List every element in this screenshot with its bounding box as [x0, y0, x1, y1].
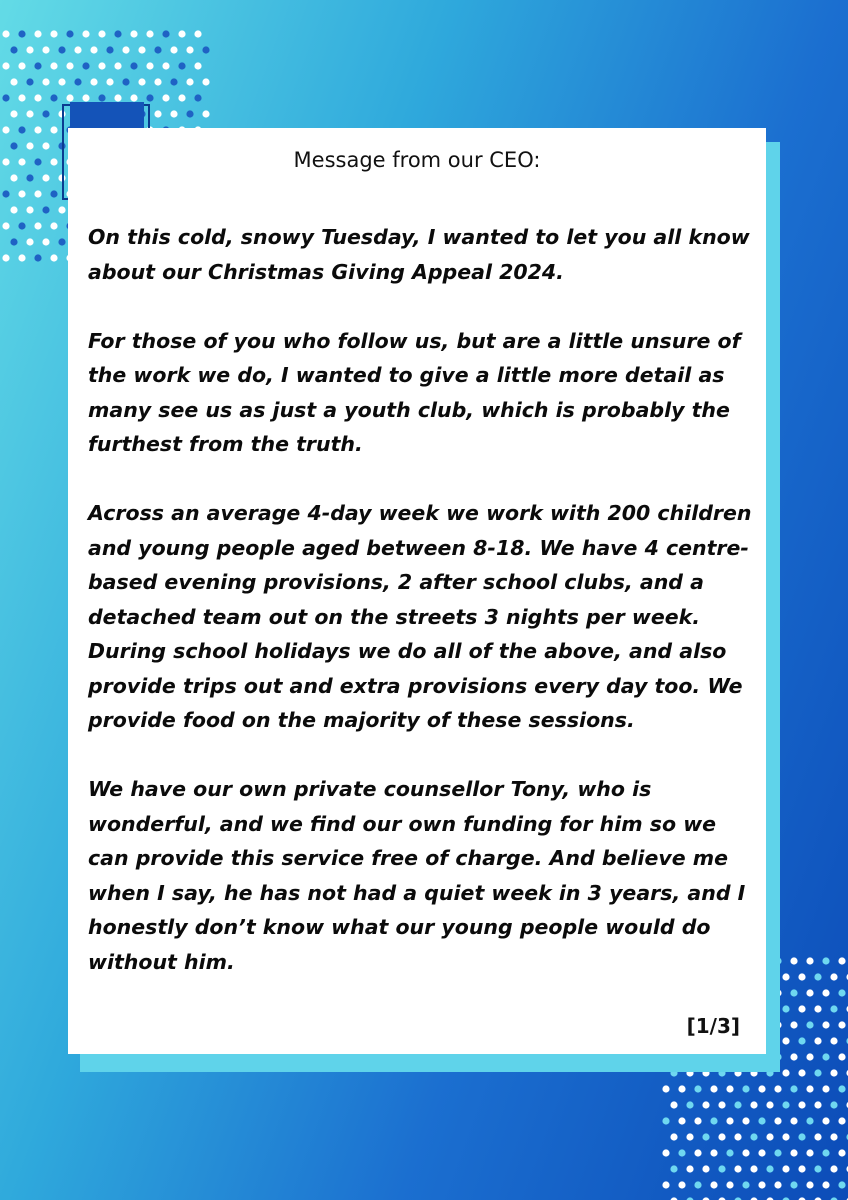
decorative-dot: [822, 1181, 829, 1188]
decorative-dot: [726, 1085, 733, 1092]
decorative-dot: [34, 190, 41, 197]
decorative-dot: [34, 30, 41, 37]
decorative-dot: [806, 1117, 813, 1124]
decorative-dot: [670, 1165, 677, 1172]
decorative-dot: [58, 206, 65, 213]
decorative-dot: [686, 1101, 693, 1108]
decorative-dot: [830, 1101, 837, 1108]
decorative-dot: [790, 1149, 797, 1156]
decorative-dot: [838, 957, 845, 964]
decorative-dot: [146, 30, 153, 37]
decorative-dot: [670, 1101, 677, 1108]
decorative-dot: [774, 1181, 781, 1188]
decorative-dot: [18, 190, 25, 197]
decorative-dot: [750, 1133, 757, 1140]
decorative-dot: [146, 94, 153, 101]
decorative-dot: [26, 238, 33, 245]
decorative-dot: [782, 1101, 789, 1108]
decorative-dot: [758, 1149, 765, 1156]
decorative-dot: [90, 78, 97, 85]
decorative-dot: [186, 78, 193, 85]
decorative-dot: [830, 1037, 837, 1044]
decorative-dot: [114, 94, 121, 101]
decorative-dot: [98, 94, 105, 101]
paragraph: On this cold, snowy Tuesday, I wanted to let you all know about our Christmas Giving Appeal 2024.: [88, 225, 750, 284]
decorative-dot: [178, 94, 185, 101]
decorative-dot: [822, 1117, 829, 1124]
decorative-dot: [98, 62, 105, 69]
decorative-dot: [694, 1085, 701, 1092]
decorative-dot: [106, 78, 113, 85]
decorative-dot: [822, 989, 829, 996]
decorative-dot: [10, 142, 17, 149]
decorative-dot: [822, 1053, 829, 1060]
decorative-dot: [838, 1053, 845, 1060]
decorative-dot: [814, 973, 821, 980]
decorative-dot: [138, 78, 145, 85]
decorative-dot: [814, 1133, 821, 1140]
decorative-dot: [758, 1085, 765, 1092]
decorative-dot: [170, 110, 177, 117]
decorative-dot: [814, 1005, 821, 1012]
decorative-dot: [138, 46, 145, 53]
decorative-dot: [766, 1133, 773, 1140]
decorative-dot: [806, 1021, 813, 1028]
decorative-dot: [162, 94, 169, 101]
decorative-dot: [806, 1085, 813, 1092]
decorative-dot: [50, 62, 57, 69]
decorative-dot: [202, 110, 209, 117]
decorative-dot: [774, 1149, 781, 1156]
decorative-dot: [742, 1181, 749, 1188]
decorative-dot: [726, 1117, 733, 1124]
decorative-dot: [178, 30, 185, 37]
decorative-dot: [202, 46, 209, 53]
decorative-dot: [662, 1149, 669, 1156]
paragraph: Across an average 4-day week we work with 200 children and young people aged between 8-18. We have 4 centre-based evening provisions, 2 after school clubs, and a detached team out on the streets 3 nights per week. During school holidays we do all of the above, and also provide trips out and extra provisions every day too. We provide food on the majority of these sessions.: [88, 501, 752, 732]
decorative-dot: [34, 62, 41, 69]
decorative-dot: [10, 46, 17, 53]
decorative-dot: [694, 1117, 701, 1124]
decorative-dot: [686, 1133, 693, 1140]
decorative-dot: [2, 62, 9, 69]
decorative-dot: [82, 30, 89, 37]
decorative-dot: [798, 973, 805, 980]
decorative-dot: [838, 1181, 845, 1188]
decorative-dot: [790, 1181, 797, 1188]
decorative-dot: [34, 222, 41, 229]
decorative-dot: [790, 1117, 797, 1124]
decorative-dot: [822, 957, 829, 964]
decorative-dot: [814, 1101, 821, 1108]
decorative-dot: [26, 174, 33, 181]
decorative-dot: [50, 254, 57, 261]
decorative-dot: [2, 30, 9, 37]
paragraph: For those of you who follow us, but are a little unsure of the work we do, I wanted to give a little more detail as many see us as just a youth club, which is probably the furthest from the truth.: [88, 328, 741, 456]
decorative-dot: [194, 62, 201, 69]
decorative-dot: [162, 62, 169, 69]
decorative-dot: [790, 1053, 797, 1060]
decorative-dot: [838, 989, 845, 996]
decorative-dot: [74, 78, 81, 85]
decorative-dot: [726, 1181, 733, 1188]
decorative-dot: [710, 1149, 717, 1156]
decorative-dot: [830, 1069, 837, 1076]
decorative-dot: [130, 30, 137, 37]
decorative-dot: [742, 1085, 749, 1092]
decorative-dot: [750, 1101, 757, 1108]
decorative-dot: [34, 158, 41, 165]
decorative-dot: [154, 110, 161, 117]
decorative-dot: [34, 126, 41, 133]
decorative-dot: [830, 1165, 837, 1172]
paragraph: We have our own private counsellor Tony, who is wonderful, and we find our own funding for him so we can provide this service free of charge. And believe me when I say, he has not had a quiet week in 3 years, and I honestly don’t know what our young people would do without him.: [88, 777, 746, 974]
decorative-dot: [782, 1133, 789, 1140]
decorative-dot: [2, 126, 9, 133]
decorative-dot: [798, 1165, 805, 1172]
decorative-dot: [170, 46, 177, 53]
decorative-dot: [782, 1037, 789, 1044]
decorative-dot: [130, 62, 137, 69]
decorative-dot: [766, 1165, 773, 1172]
decorative-dot: [790, 1021, 797, 1028]
decorative-dot: [18, 158, 25, 165]
decorative-dot: [130, 94, 137, 101]
decorative-dot: [122, 78, 129, 85]
decorative-dot: [50, 190, 57, 197]
decorative-dot: [42, 238, 49, 245]
decorative-dot: [686, 1165, 693, 1172]
decorative-dot: [678, 1181, 685, 1188]
message-body: [88, 220, 758, 1014]
decorative-dot: [50, 30, 57, 37]
decorative-dot: [26, 110, 33, 117]
decorative-dot: [798, 1101, 805, 1108]
decorative-dot: [838, 1117, 845, 1124]
decorative-dot: [662, 1117, 669, 1124]
decorative-dot: [42, 110, 49, 117]
decorative-dot: [782, 973, 789, 980]
decorative-dot: [66, 62, 73, 69]
decorative-dot: [814, 1037, 821, 1044]
decorative-dot: [694, 1181, 701, 1188]
decorative-dot: [10, 110, 17, 117]
decorative-dot: [42, 206, 49, 213]
decorative-dot: [2, 94, 9, 101]
decorative-dot: [42, 78, 49, 85]
decorative-dot: [90, 46, 97, 53]
decorative-dot: [838, 1149, 845, 1156]
page-indicator: [1/3]: [686, 1014, 740, 1038]
decorative-dot: [50, 94, 57, 101]
decorative-dot: [670, 1133, 677, 1140]
decorative-dot: [26, 78, 33, 85]
decorative-dot: [718, 1165, 725, 1172]
decorative-dot: [790, 957, 797, 964]
decorative-dot: [766, 1101, 773, 1108]
decorative-dot: [18, 94, 25, 101]
decorative-dot: [710, 1117, 717, 1124]
decorative-dot: [742, 1117, 749, 1124]
decorative-dot: [42, 46, 49, 53]
decorative-dot: [718, 1101, 725, 1108]
decorative-dot: [798, 1133, 805, 1140]
decorative-dot: [838, 1085, 845, 1092]
decorative-dot: [798, 1037, 805, 1044]
decorative-dot: [58, 238, 65, 245]
decorative-dot: [114, 62, 121, 69]
decorative-dot: [74, 46, 81, 53]
decorative-dot: [2, 158, 9, 165]
decorative-dot: [18, 30, 25, 37]
decorative-dot: [114, 30, 121, 37]
decorative-dot: [2, 254, 9, 261]
decorative-dot: [790, 989, 797, 996]
decorative-dot: [662, 1085, 669, 1092]
decorative-dot: [186, 110, 193, 117]
decorative-dot: [806, 1149, 813, 1156]
decorative-dot: [718, 1133, 725, 1140]
decorative-dot: [26, 142, 33, 149]
decorative-dot: [822, 1021, 829, 1028]
decorative-dot: [26, 206, 33, 213]
decorative-dot: [702, 1101, 709, 1108]
decorative-dot: [26, 46, 33, 53]
decorative-dot: [162, 30, 169, 37]
decorative-dot: [178, 62, 185, 69]
decorative-dot: [806, 957, 813, 964]
decorative-dot: [66, 30, 73, 37]
decorative-dot: [58, 78, 65, 85]
decorative-dot: [742, 1149, 749, 1156]
decorative-dot: [710, 1085, 717, 1092]
decorative-dot: [106, 46, 113, 53]
decorative-dot: [830, 1005, 837, 1012]
decorative-dot: [186, 46, 193, 53]
decorative-dot: [830, 973, 837, 980]
decorative-dot: [806, 1053, 813, 1060]
decorative-dot: [58, 46, 65, 53]
decorative-dot: [154, 46, 161, 53]
decorative-dot: [734, 1165, 741, 1172]
decorative-dot: [798, 1005, 805, 1012]
decorative-dot: [830, 1133, 837, 1140]
decorative-dot: [2, 190, 9, 197]
decorative-dot: [726, 1149, 733, 1156]
decorative-dot: [10, 238, 17, 245]
decorative-dot: [678, 1085, 685, 1092]
message-card: [68, 128, 766, 1054]
decorative-dot: [734, 1133, 741, 1140]
decorative-dot: [10, 174, 17, 181]
decorative-dot: [758, 1117, 765, 1124]
decorative-dot: [774, 1085, 781, 1092]
decorative-dot: [194, 30, 201, 37]
decorative-dot: [734, 1101, 741, 1108]
decorative-dot: [42, 142, 49, 149]
decorative-dot: [10, 206, 17, 213]
decorative-dot: [50, 158, 57, 165]
decorative-dot: [822, 1149, 829, 1156]
decorative-dot: [194, 94, 201, 101]
decorative-dot: [814, 1069, 821, 1076]
decorative-dot: [50, 126, 57, 133]
decorative-dot: [202, 78, 209, 85]
decorative-dot: [82, 62, 89, 69]
decorative-dot: [146, 62, 153, 69]
decorative-dot: [782, 1165, 789, 1172]
decorative-dot: [170, 78, 177, 85]
decorative-dot: [758, 1181, 765, 1188]
page-title: Message from our CEO:: [293, 148, 541, 172]
decorative-dot: [694, 1149, 701, 1156]
decorative-dot: [710, 1181, 717, 1188]
decorative-dot: [98, 30, 105, 37]
decorative-dot: [782, 1005, 789, 1012]
decorative-dot: [798, 1069, 805, 1076]
decorative-dot: [42, 174, 49, 181]
decorative-dot: [702, 1165, 709, 1172]
decorative-dot: [34, 94, 41, 101]
decorative-dot: [18, 62, 25, 69]
decorative-dot: [750, 1165, 757, 1172]
decorative-dot: [678, 1117, 685, 1124]
decorative-dot: [122, 46, 129, 53]
decorative-dot: [66, 94, 73, 101]
decorative-dot: [782, 1069, 789, 1076]
decorative-dot: [18, 126, 25, 133]
decorative-dot: [838, 1021, 845, 1028]
decorative-dot: [50, 222, 57, 229]
decorative-dot: [18, 254, 25, 261]
decorative-dot: [18, 222, 25, 229]
decorative-dot: [10, 78, 17, 85]
decorative-dot: [678, 1149, 685, 1156]
decorative-dot: [790, 1085, 797, 1092]
decorative-dot: [774, 1117, 781, 1124]
decorative-dot: [34, 254, 41, 261]
decorative-dot: [702, 1133, 709, 1140]
decorative-dot: [2, 222, 9, 229]
decorative-dot: [814, 1165, 821, 1172]
decorative-dot: [822, 1085, 829, 1092]
decorative-dot: [662, 1181, 669, 1188]
decorative-dot: [806, 1181, 813, 1188]
decorative-dot: [82, 94, 89, 101]
decorative-dot: [806, 989, 813, 996]
decorative-dot: [154, 78, 161, 85]
